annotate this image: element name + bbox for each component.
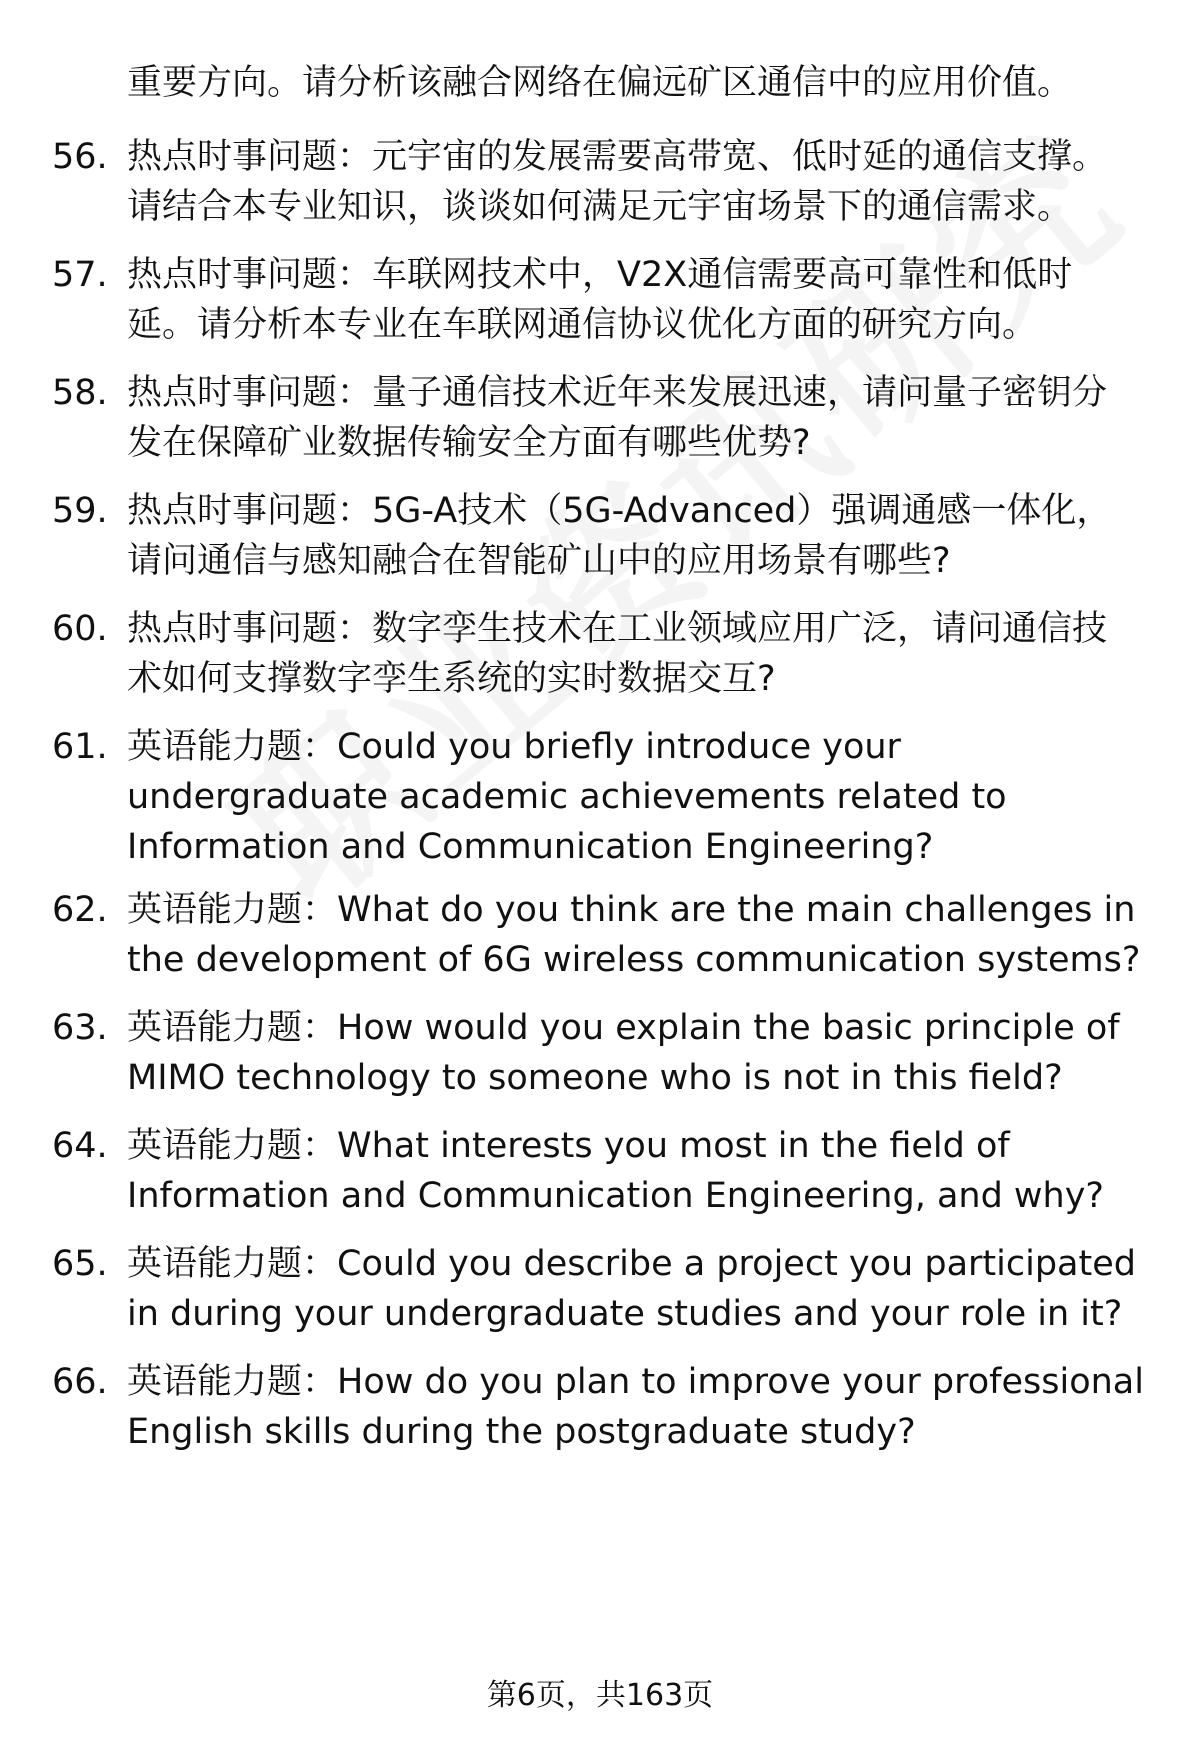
question-number: 64. bbox=[52, 1126, 108, 1166]
question-number: 57. bbox=[52, 255, 108, 295]
question-text: 英语能力题：How do you plan to improve your professional English skills during the postgraduate study? bbox=[127, 1362, 1144, 1452]
question-number: 56. bbox=[52, 137, 108, 177]
question-text: 热点时事问题：5G-A技术（5G-Advanced）强调通感一体化， 请问通信与感知融合在智能矿山中的应用场景有哪些? bbox=[127, 491, 1112, 581]
question-number: 66. bbox=[52, 1362, 108, 1402]
question-text: 热点时事问题：车联网技术中，V2X通信需要高可靠性和低时 延。请分析本专业在车联网通信协议优化方面的研究方向。 bbox=[127, 255, 1073, 345]
question-number: 62. bbox=[52, 890, 108, 930]
question-number: 58. bbox=[52, 373, 108, 413]
page-number-footer: 第6页，共163页 bbox=[486, 1678, 714, 1713]
question-text: 热点时事问题：数字孪生技术在工业领域应用广泛，请问通信技 术如何支撑数字孪生系统的实时数据交互? bbox=[127, 609, 1108, 699]
question-text: 英语能力题：Could you describe a project you participated in during your undergraduate studies and your role in it? bbox=[127, 1244, 1136, 1334]
question-number: 59. bbox=[52, 491, 108, 531]
question-number: 60. bbox=[52, 609, 108, 649]
question-text: 热点时事问题：元宇宙的发展需要高带宽、低时延的通信支撑。 请结合本专业知识，谈谈如何满足元宇宙场景下的通信需求。 bbox=[127, 137, 1108, 227]
question-text: 英语能力题：What do you think are the main challenges in the development of 6G wireless communication systems? bbox=[127, 890, 1141, 980]
question-text: 英语能力题：How would you explain the basic principle of MIMO technology to someone who is not in this field? bbox=[127, 1008, 1120, 1098]
question-text: 英语能力题：Could you briefly introduce your undergraduate academic achievements related to Information and Communication Engineering? bbox=[127, 727, 1007, 867]
continuation-text: 重要方向。请分析该融合网络在偏远矿区通信中的应用价值。 bbox=[127, 63, 1073, 103]
question-text: 英语能力题：What interests you most in the field of Information and Communication Engineering, and why? bbox=[127, 1126, 1105, 1216]
question-number: 65. bbox=[52, 1244, 108, 1284]
question-number: 63. bbox=[52, 1008, 108, 1048]
question-text: 热点时事问题：量子通信技术近年来发展迅速，请问量子密钥分 发在保障矿业数据传输安全方面有哪些优势? bbox=[127, 373, 1108, 463]
question-number: 61. bbox=[52, 727, 108, 767]
